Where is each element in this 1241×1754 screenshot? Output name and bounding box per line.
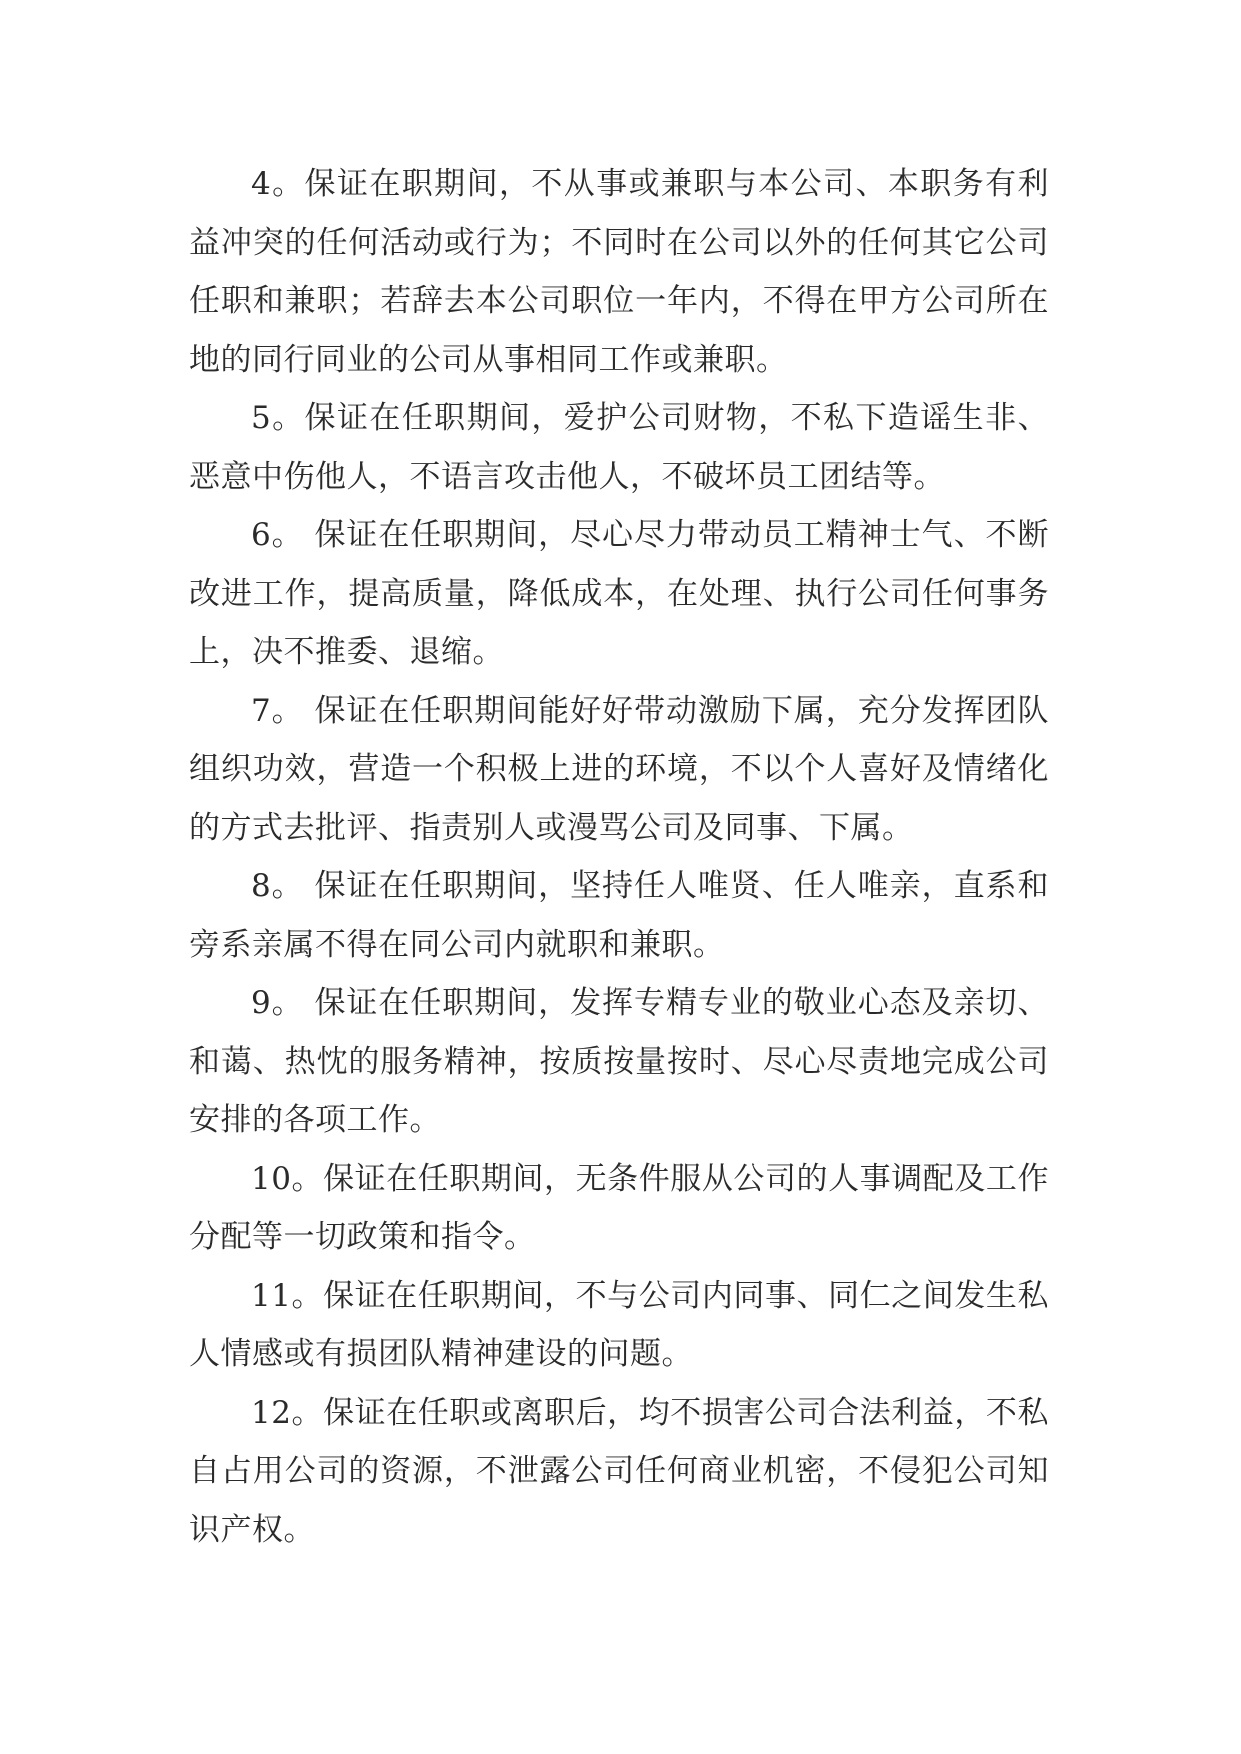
clause-10: 10。保证在任职期间，无条件服从公司的人事调配及工作分配等一切政策和指令。: [189, 1160, 1049, 1255]
clause-5: 5。保证在任职期间，爱护公司财物，不私下造谣生非、恶意中伤他人，不语言攻击他人，不破坏员工团结等。: [189, 400, 1049, 495]
clause-6: 6。 保证在任职期间，尽心尽力带动员工精神士气、不断改进工作，提高质量，降低成本，在处理、执行公司任何事务上，决不推委、退缩。: [189, 517, 1049, 670]
clause-8: 8。 保证在任职期间，坚持任人唯贤、任人唯亲，直系和旁系亲属不得在同公司内就职和兼职。: [189, 868, 1049, 963]
clause-4: 4。保证在职期间，不从事或兼职与本公司、本职务有利益冲突的任何活动或行为；不同时在公司以外的任何其它公司任职和兼职；若辞去本公司职位一年内，不得在甲方公司所在地的同行同业的公司从事相同工作或兼职。: [189, 166, 1049, 378]
clause-11: 11。保证在任职期间，不与公司内同事、同仁之间发生私人情感或有损团队精神建设的问题。: [189, 1277, 1049, 1372]
clause-9: 9。 保证在任职期间，发挥专精专业的敬业心态及亲切、和蔼、热忱的服务精神，按质按量按时、尽心尽责地完成公司安排的各项工作。: [189, 985, 1049, 1138]
document-body: [189, 155, 1049, 1559]
clause-7: 7。 保证在任职期间能好好带动激励下属，充分发挥团队组织功效，营造一个积极上进的环境，不以个人喜好及情绪化的方式去批评、指责别人或漫骂公司及同事、下属。: [189, 692, 1049, 846]
clause-12: 12。保证在任职或离职后，均不损害公司合法利益，不私自占用公司的资源，不泄露公司任何商业机密，不侵犯公司知识产权。: [189, 1394, 1049, 1548]
